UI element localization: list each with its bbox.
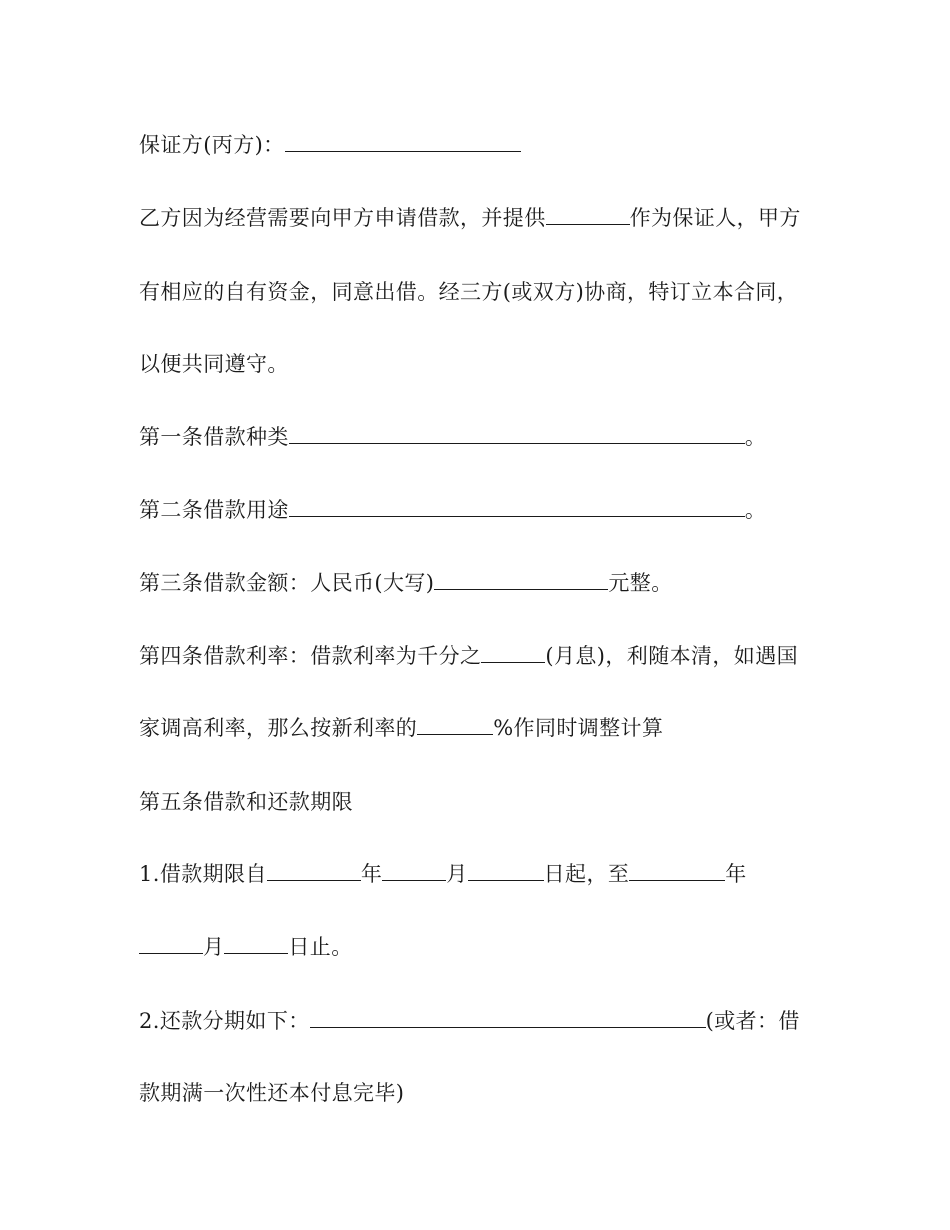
interest-rate-blank[interactable] bbox=[481, 642, 545, 663]
article-3-end: 元整。 bbox=[608, 571, 673, 595]
article-1 bbox=[139, 423, 766, 451]
intro-text-2: 有相应的自有资金，同意出借。经三方(或双方)协商，特订立本合同， bbox=[139, 280, 799, 304]
loan-amount-blank[interactable] bbox=[434, 569, 608, 590]
end-year-blank[interactable] bbox=[629, 860, 725, 881]
article-4-text-2a: 家调高利率，那么按新利率的 bbox=[139, 716, 418, 740]
article-2 bbox=[139, 496, 766, 524]
article-4-line-1 bbox=[139, 642, 798, 670]
article-2-end: 。 bbox=[744, 498, 767, 522]
rate-adjust-blank[interactable] bbox=[417, 714, 493, 735]
month-label-1: 月 bbox=[446, 862, 468, 886]
intro-line-2 bbox=[139, 278, 798, 306]
intro-text-1b: 作为保证人，甲方 bbox=[629, 206, 801, 230]
start-day-blank[interactable] bbox=[468, 860, 544, 881]
article-4-line-2 bbox=[139, 714, 663, 742]
repayment-schedule-blank[interactable] bbox=[310, 1007, 706, 1028]
year-label-2: 年 bbox=[725, 862, 747, 886]
start-year-blank[interactable] bbox=[267, 860, 361, 881]
year-label-1: 年 bbox=[360, 862, 383, 886]
article-1-end: 。 bbox=[744, 425, 767, 449]
article-4-text-1b: (月息)，利随本清，如遇国 bbox=[545, 644, 798, 668]
repay-alt-text: (或者：借 bbox=[705, 1009, 800, 1033]
guarantor-line bbox=[139, 131, 521, 159]
day-label-2: 日止。 bbox=[288, 935, 353, 959]
start-month-blank[interactable] bbox=[382, 860, 446, 881]
intro-text-1a: 乙方因为经营需要向甲方申请借款，并提供 bbox=[139, 206, 546, 230]
article-3 bbox=[139, 569, 673, 597]
article-5-repay-line-1 bbox=[139, 1007, 800, 1035]
end-day-blank[interactable] bbox=[224, 933, 288, 954]
intro-line-3 bbox=[139, 350, 289, 378]
repay-alt-text-2: 款期满一次性还本付息完毕) bbox=[139, 1081, 405, 1105]
article-4-text-1a: 第四条借款利率：借款利率为千分之 bbox=[139, 644, 482, 668]
article-2-label: 第二条借款用途 bbox=[139, 498, 289, 522]
intro-text-3: 以便共同遵守。 bbox=[139, 352, 289, 376]
article-5-heading: 第五条借款和还款期限 bbox=[139, 790, 353, 814]
article-5-term-line-1 bbox=[139, 860, 747, 888]
guarantor-label: 保证方(丙方)： bbox=[139, 133, 285, 157]
day-label-1: 日起，至 bbox=[543, 862, 630, 886]
article-5-term-line-2 bbox=[139, 933, 353, 961]
article-5-repay-line-2 bbox=[139, 1079, 404, 1107]
end-month-blank[interactable] bbox=[139, 933, 203, 954]
loan-purpose-blank[interactable] bbox=[289, 496, 745, 517]
loan-type-blank[interactable] bbox=[289, 423, 745, 444]
month-label-2: 月 bbox=[203, 935, 225, 959]
article-5-title bbox=[139, 788, 353, 816]
article-4-text-2b: %作同时调整计算 bbox=[493, 716, 664, 740]
repay-label: 2.还款分期如下： bbox=[139, 1009, 310, 1033]
guarantor-name-blank[interactable] bbox=[546, 204, 630, 225]
article-1-label: 第一条借款种类 bbox=[139, 425, 289, 449]
guarantor-blank[interactable] bbox=[285, 131, 521, 152]
intro-line-1 bbox=[139, 204, 801, 232]
term-from-label: 1.借款期限自 bbox=[139, 862, 267, 886]
article-3-label: 第三条借款金额：人民币(大写) bbox=[139, 571, 435, 595]
